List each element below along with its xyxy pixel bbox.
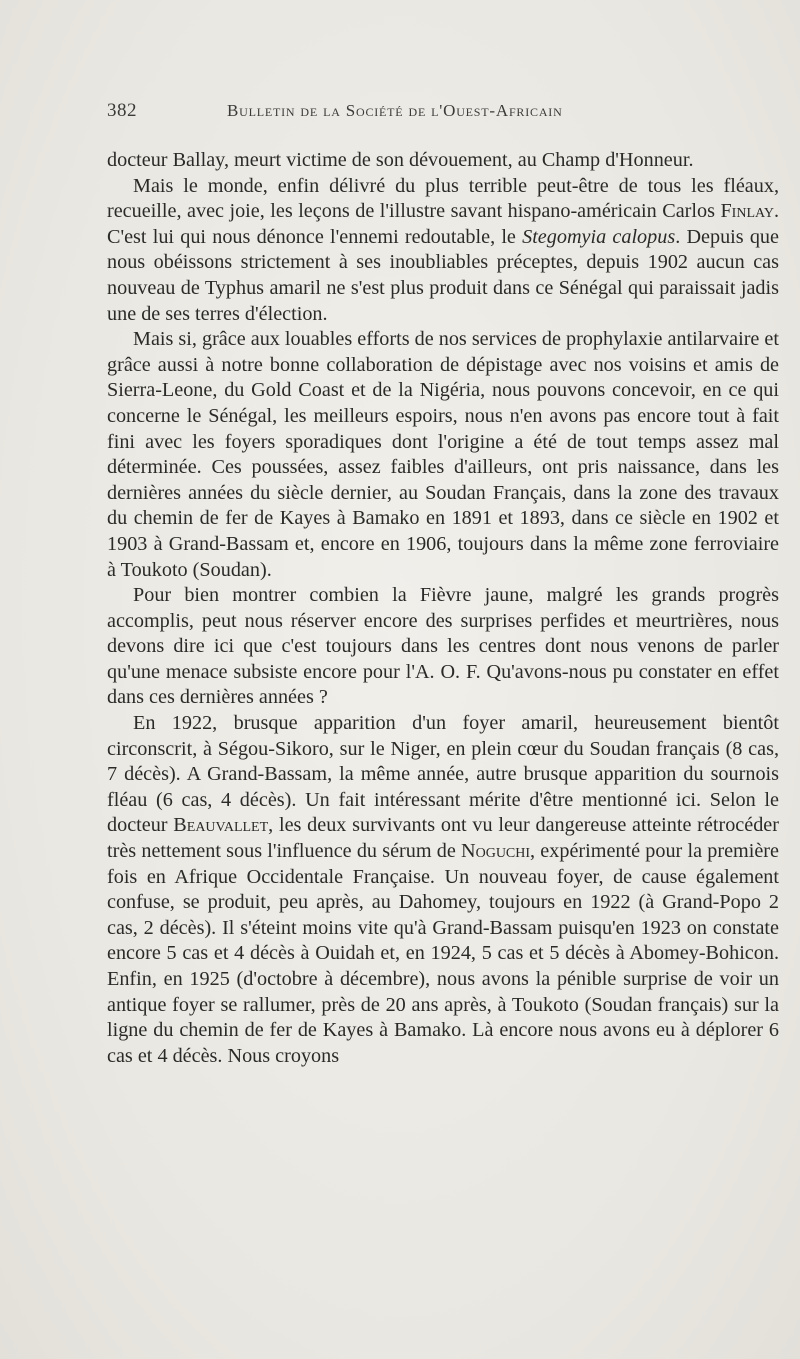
- paragraph: [107, 327, 779, 583]
- text-run: docteur Ballay, meurt victime de son dévouement, au Champ d'Honneur.: [107, 149, 694, 171]
- text-run: , expérimenté pour la première fois en Afrique Occidentale Française. Un nouveau foyer, de cause également confuse, se produit, peu après, au Dahomey, toujours en 1922 (à Grand-Popo 2 cas, 2 décès). Il s'éteint moins vite qu'à Grand-Bassam puisqu'en 1923 on constate encore 5 cas et 4 décès à Ouidah et, en 1924, 5 cas et 5 décès à Abomey-Bohicon. Enfin, en 1925 (d'octobre à décembre), nous avons la pénible surprise de voir un antique foyer se rallumer, près de 20 ans après, à Toukoto (Soudan français) sur la ligne du chemin de fer de Kayes à Bamako. Là encore nous avons eu à déplorer 6 cas et 4 décès. Nous croyons: [107, 840, 779, 1067]
- text-run: , les deux survivants ont vu leur dangereuse atteinte rétrocéder très nettement sous l'influence du sérum de: [107, 814, 779, 863]
- author-name: Noguchi: [461, 840, 531, 863]
- author-name: Beauvallet: [173, 814, 269, 837]
- paragraph: [107, 711, 779, 1069]
- paragraph: [107, 583, 779, 711]
- body-text: [107, 148, 779, 1069]
- text-run: Mais le monde, enfin délivré du plus terrible peut-être de tous les fléaux, recueille, avec joie, les leçons de l'illustre savant hispano-américain Carlos: [107, 174, 779, 223]
- paragraph: [107, 148, 779, 174]
- page-number: 382: [107, 100, 137, 121]
- running-title: Bulletin de la Société de l'Ouest-Africain: [227, 101, 563, 120]
- text-run: Mais si, grâce aux louables efforts de nos services de prophylaxie antilarvaire et grâce aussi à notre bonne collaboration de dépistage avec nos voisins et amis de Sierra-Leone, du Gold Coast et de la Nigéria, nous pouvons concevoir, en ce qui concerne le Sénégal, les meilleurs espoirs, nous n'en avons pas encore tout à fait fini avec les foyers sporadiques dont l'origine a été de tout temps assez mal déterminée. Ces poussées, assez faibles d'ailleurs, ont pris naissance, dans les dernières années du siècle dernier, au Soudan Français, dans la zone des travaux du chemin de fer de Kayes à Bamako en 1891 et 1893, dans ce siècle en 1902 et 1903 à Grand-Bassam et, encore en 1906, toujours dans la même zone ferroviaire à Toukoto (Soudan).: [107, 328, 779, 581]
- italic-term: Stegomyia calopus: [522, 225, 676, 248]
- text-run: En 1922, brusque apparition d'un foyer amaril, heureusement bientôt circonscrit, à Ségou-Sikoro, sur le Niger, en plein cœur du Soudan français (8 cas, 7 décès). A Grand-Bassam, la même année, autre brusque apparition du sournois fléau (6 cas, 4 décès). Un fait intéressant mérite d'être mentionné ici. Selon le docteur: [107, 712, 779, 837]
- text-run: Pour bien montrer combien la Fièvre jaune, malgré les grands progrès accomplis, peut nous réserver encore des surprises perfides et meurtrières, nous devons dire ici que c'est toujours dans les centres dont nous venons de parler qu'une menace subsiste encore pour l'A. O. F. Qu'avons-nous pu constater en effet dans ces dernières années ?: [107, 584, 779, 709]
- author-name: Finlay: [720, 200, 774, 223]
- text-run: . C'est lui qui nous dénonce l'ennemi redoutable, le: [107, 200, 779, 248]
- paragraph: [107, 174, 779, 328]
- text-run: . Depuis que nous obéissons strictement à ses inoubliables préceptes, depuis 1902 aucun cas nouveau de Typhus amaril ne s'est plus produit dans ce Sénégal qui paraissait jadis une de ses terres d'élection.: [107, 225, 779, 325]
